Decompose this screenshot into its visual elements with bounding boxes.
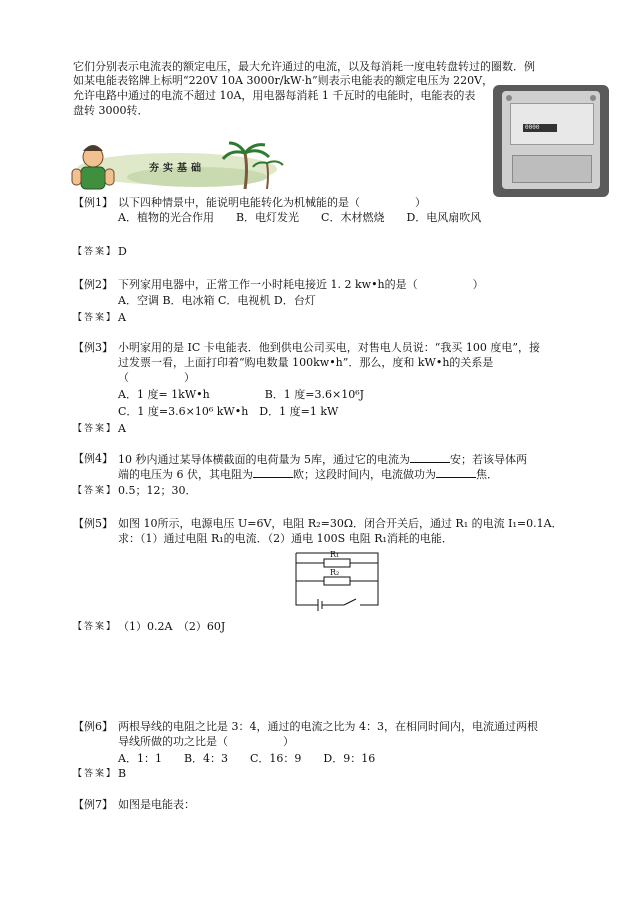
- problem-4-text-2c: 焦．: [476, 468, 498, 481]
- problem-4-text-2b: 欧；这段时间内，电流做功为: [293, 468, 436, 481]
- answer-blank-2[interactable]: [253, 467, 293, 478]
- problem-6-label: 【例6】: [73, 720, 113, 733]
- problem-4-label: 【例4】: [73, 452, 113, 465]
- problem-2-label: 【例2】: [73, 278, 113, 291]
- section-banner: [67, 139, 285, 193]
- problem-6-answer-label: 【答案】: [73, 769, 118, 779]
- problem-7-stem: 如图是电能表：: [118, 798, 195, 811]
- problem-1-stem: 以下四种情景中，能说明电能转化为机械能的是（ ）: [118, 196, 426, 209]
- switch-symbol: [344, 599, 356, 605]
- battery-symbol: [318, 599, 322, 611]
- problem-3-options-2: C．1 度=3.6×10⁶ kW•h D．1 度=1 kW: [118, 405, 339, 418]
- problem-5-stem-1: 如图 10所示，电源电压 U=6V，电阻 R₂=30Ω．闭合开关后，通过 R₁ 的电流 I₁=0.1A．: [118, 517, 563, 530]
- problem-4-line-1: [118, 452, 527, 467]
- resistor-r1: [324, 559, 350, 567]
- intro-line-4: 盘转 3000转．: [73, 104, 149, 117]
- problem-4-answer-label: 【答案】: [73, 486, 118, 496]
- problem-4-text-2a: 端的电压为 6 伏，其电阻为: [118, 468, 253, 481]
- intro-line-2: 如某电能表铭牌上标明“220V 10A 3000r/kW·h”则表示电能表的额定电压为 220V，: [73, 74, 494, 87]
- problem-4-text-1a: 10 秒内通过某导体横截面的电荷量为 5库，通过它的电流为: [118, 453, 410, 466]
- intro-line-3: 允许电路中通过的电流不超过 10A，用电器每消耗 1 千瓦时的电能时，电能表的表: [73, 89, 476, 102]
- problem-3-answer: A: [118, 422, 126, 435]
- problem-1-label: 【例1】: [73, 196, 113, 209]
- problem-4-text-1b: 安；若该导体两: [450, 453, 527, 466]
- problem-3-options-1: A．1 度= 1kW•h B．1 度=3.6×10⁶J: [118, 388, 365, 401]
- problem-5-label: 【例5】: [73, 517, 113, 530]
- problem-2-answer: A: [118, 311, 126, 324]
- problem-3-stem-3: （ ）: [118, 371, 195, 384]
- section-banner-title: 夯实基础: [149, 163, 205, 174]
- problem-4-line-2: [118, 467, 498, 482]
- problem-2-options: A．空调 B．电冰箱 C．电视机 D．台灯: [118, 294, 316, 307]
- intro-line-1: 它们分别表示电流表的额定电压，最大允许通过的电流，以及每消耗一度电转盘转过的圈数．例: [73, 60, 535, 73]
- answer-blank-3[interactable]: [436, 467, 476, 478]
- problem-3-stem-1: 小明家用的是 IC 卡电能表．他到供电公司买电，对售电人员说：“我买 100 度电”，接: [118, 341, 540, 354]
- electric-meter-image: 0000: [493, 85, 609, 197]
- resistor-r2: [324, 577, 350, 585]
- circuit-diagram: [290, 547, 384, 611]
- problem-6-stem-1: 两根导线的电阻之比是 3：4，通过的电流之比为 4：3，在相同时间内，电流通过两根: [118, 720, 538, 733]
- problem-5-answer: （1）0.2A （2）60J: [118, 620, 226, 633]
- problem-2-answer-label: 【答案】: [73, 313, 118, 323]
- problem-7-label: 【例7】: [73, 798, 113, 811]
- problem-5-answer-label: 【答案】: [73, 622, 118, 632]
- r1-label: R₁: [330, 550, 340, 559]
- problem-1-options: A．植物的光合作用 B．电灯发光 C．木材燃烧 D．电风扇吹风: [118, 211, 482, 224]
- problem-3-stem-2: 过发票一看，上面打印着“购电数量 100kw•h”．那么，度和 kW•h的关系是: [118, 356, 494, 369]
- problem-2-stem: 下列家用电器中，正常工作一小时耗电接近 1. 2 kw•h的是（ ）: [118, 278, 484, 291]
- problem-6-stem-2: 导线所做的功之比是（ ）: [118, 735, 294, 748]
- problem-5-stem-2: 求：（1）通过电阻 R₁的电流．（2）通电 100S 电阻 R₁消耗的电能．: [118, 532, 453, 545]
- problem-3-answer-label: 【答案】: [73, 424, 118, 434]
- problem-1-answer-label: 【答案】: [73, 247, 118, 257]
- problem-3-label: 【例3】: [73, 341, 113, 354]
- problem-6-answer: B: [118, 767, 127, 780]
- answer-blank-1[interactable]: [410, 452, 450, 463]
- problem-4-answer: 0.5；12；30．: [118, 484, 197, 497]
- r2-label: R₂: [330, 568, 340, 577]
- problem-1-answer: D: [118, 245, 127, 258]
- problem-6-options: A．1：1 B．4：3 C．16：9 D．9：16: [118, 752, 376, 765]
